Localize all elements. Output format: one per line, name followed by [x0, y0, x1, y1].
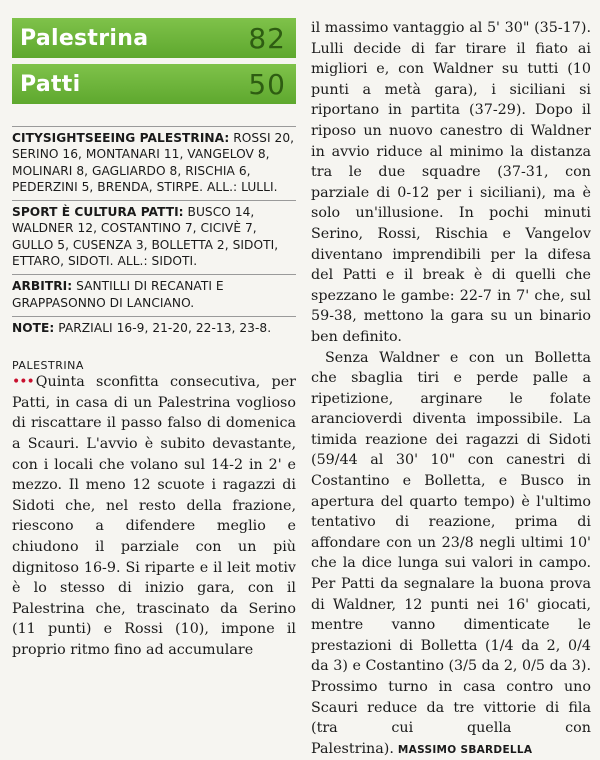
boxscore-referees [12, 274, 296, 311]
dots-icon: ••• [12, 374, 34, 390]
boxscore-label: SPORT È CULTURA PATTI: [12, 205, 184, 219]
team-name: Palestrina [20, 26, 148, 51]
team-score: 82 [248, 22, 286, 55]
boxscore-palestrina [12, 126, 296, 195]
article-paragraph [311, 18, 591, 348]
boxscore-text: ROSSI 20, SERINO 16, MONTANARI 11, VANGELOV 8, MOLINARI 8, GAGLIARDO 8, RISCHIA 6, PEDERZINI 5, BRENDA, STIRPE. ALL.: LULLI. [12, 131, 294, 194]
boxscore-label: ARBITRI: [12, 279, 72, 293]
dateline: PALESTRINA [12, 359, 296, 372]
team-name: Patti [20, 72, 80, 97]
boxscore-label: CITYSIGHTSEEING PALESTRINA: [12, 131, 229, 145]
byline: MASSIMO SBARDELLA [398, 744, 532, 756]
right-column [311, 18, 591, 760]
boxscore-text: BUSCO 14, WALDNER 12, COSTANTINO 7, CICIVÈ 7, GULLO 5, CUSENZA 3, BOLLETTA 2, SIDOTI, ETTARO, SIDOTI. ALL.: SIDOTI. [12, 205, 278, 268]
boxscore-notes [12, 316, 296, 336]
article-text: Senza Waldner e con un Bolletta che sbaglia tiri e perde palle a ripetizione, arginare le folate arancioverdi diventa impossibile. La timida reazione dei ragazzi di Sidoti (59/44 al 30' 10" con canestri di Costantino e Bolletta, e Busco in apertura del quarto tempo) è l'ultimo tentativo di reazione, prima di affondare con un 23/8 negli ultimi 10' che la dice lunga sui valori in campo. Per Patti da segnalare la buona prova di Waldner, 12 punti nei 16' giocati, mentre vanno dimenticate le prestazioni di Bolletta (1/4 da 2, 0/4 da 3) e Costantino (3/5 da 2, 0/5 da 3). Prossimo turno in casa contro uno Scauri reduce da tre vittorie di fila (tra cui quella con Palestrina). [311, 350, 591, 757]
boxscore-text: SANTILLI DI RECANATI E GRAPPASONNO DI LANCIANO. [12, 279, 224, 309]
article-text: Quinta sconfitta consecutiva, per Patti, in casa di un Palestrina voglioso di riscattare il passo falso di domenica a Scauri. L'avvio è subito devastante, con i locali che volano sul 14-2 in 2' e mezzo. Il meno 12 scuote i ragazzi di Sidoti che, nel resto della frazione, riescono a difendere meglio e chiudono il parziale con un più dignitoso 16-9. Si riparte e il leit motiv è lo stesso di inizio gara, con il Palestrina che, trascinato da Serino (11 punti) e Rossi (10), impone il proprio ritmo fino ad accumulare [12, 374, 296, 658]
article-body-left [12, 372, 296, 660]
article-body-right [311, 18, 591, 760]
article-text: il massimo vantaggio al 5' 30" (35-17). Lulli decide di far tirare il fiato ai migliori e, con Waldner su tutti (10 punti a metà gara), i siciliani si riportano in partita (37-29). Dopo il riposo un nuovo canestro di Waldner in avvio riduce al minimo la distanza tra le due squadre (37-31, con parziale di 0-12 per i siciliani), ma è solo un'illusione. In pochi minuti Serino, Rossi, Rischia e Vangelov diventano imprendibili per la difesa del Patti e il break è di quelli che spezzano le gambe: 22-7 in 7' che, sul 59-38, mettono la gara su un binario ben definito. [311, 20, 591, 345]
score-bar-home [12, 18, 296, 58]
left-column [12, 18, 296, 661]
boxscore-text: PARZIALI 16-9, 21-20, 22-13, 23-8. [54, 321, 271, 335]
team-score: 50 [248, 68, 286, 101]
boxscore-patti [12, 200, 296, 269]
score-bar-away [12, 64, 296, 104]
article-paragraph [12, 372, 296, 660]
boxscore-label: NOTE: [12, 321, 54, 335]
article-paragraph [311, 348, 591, 760]
